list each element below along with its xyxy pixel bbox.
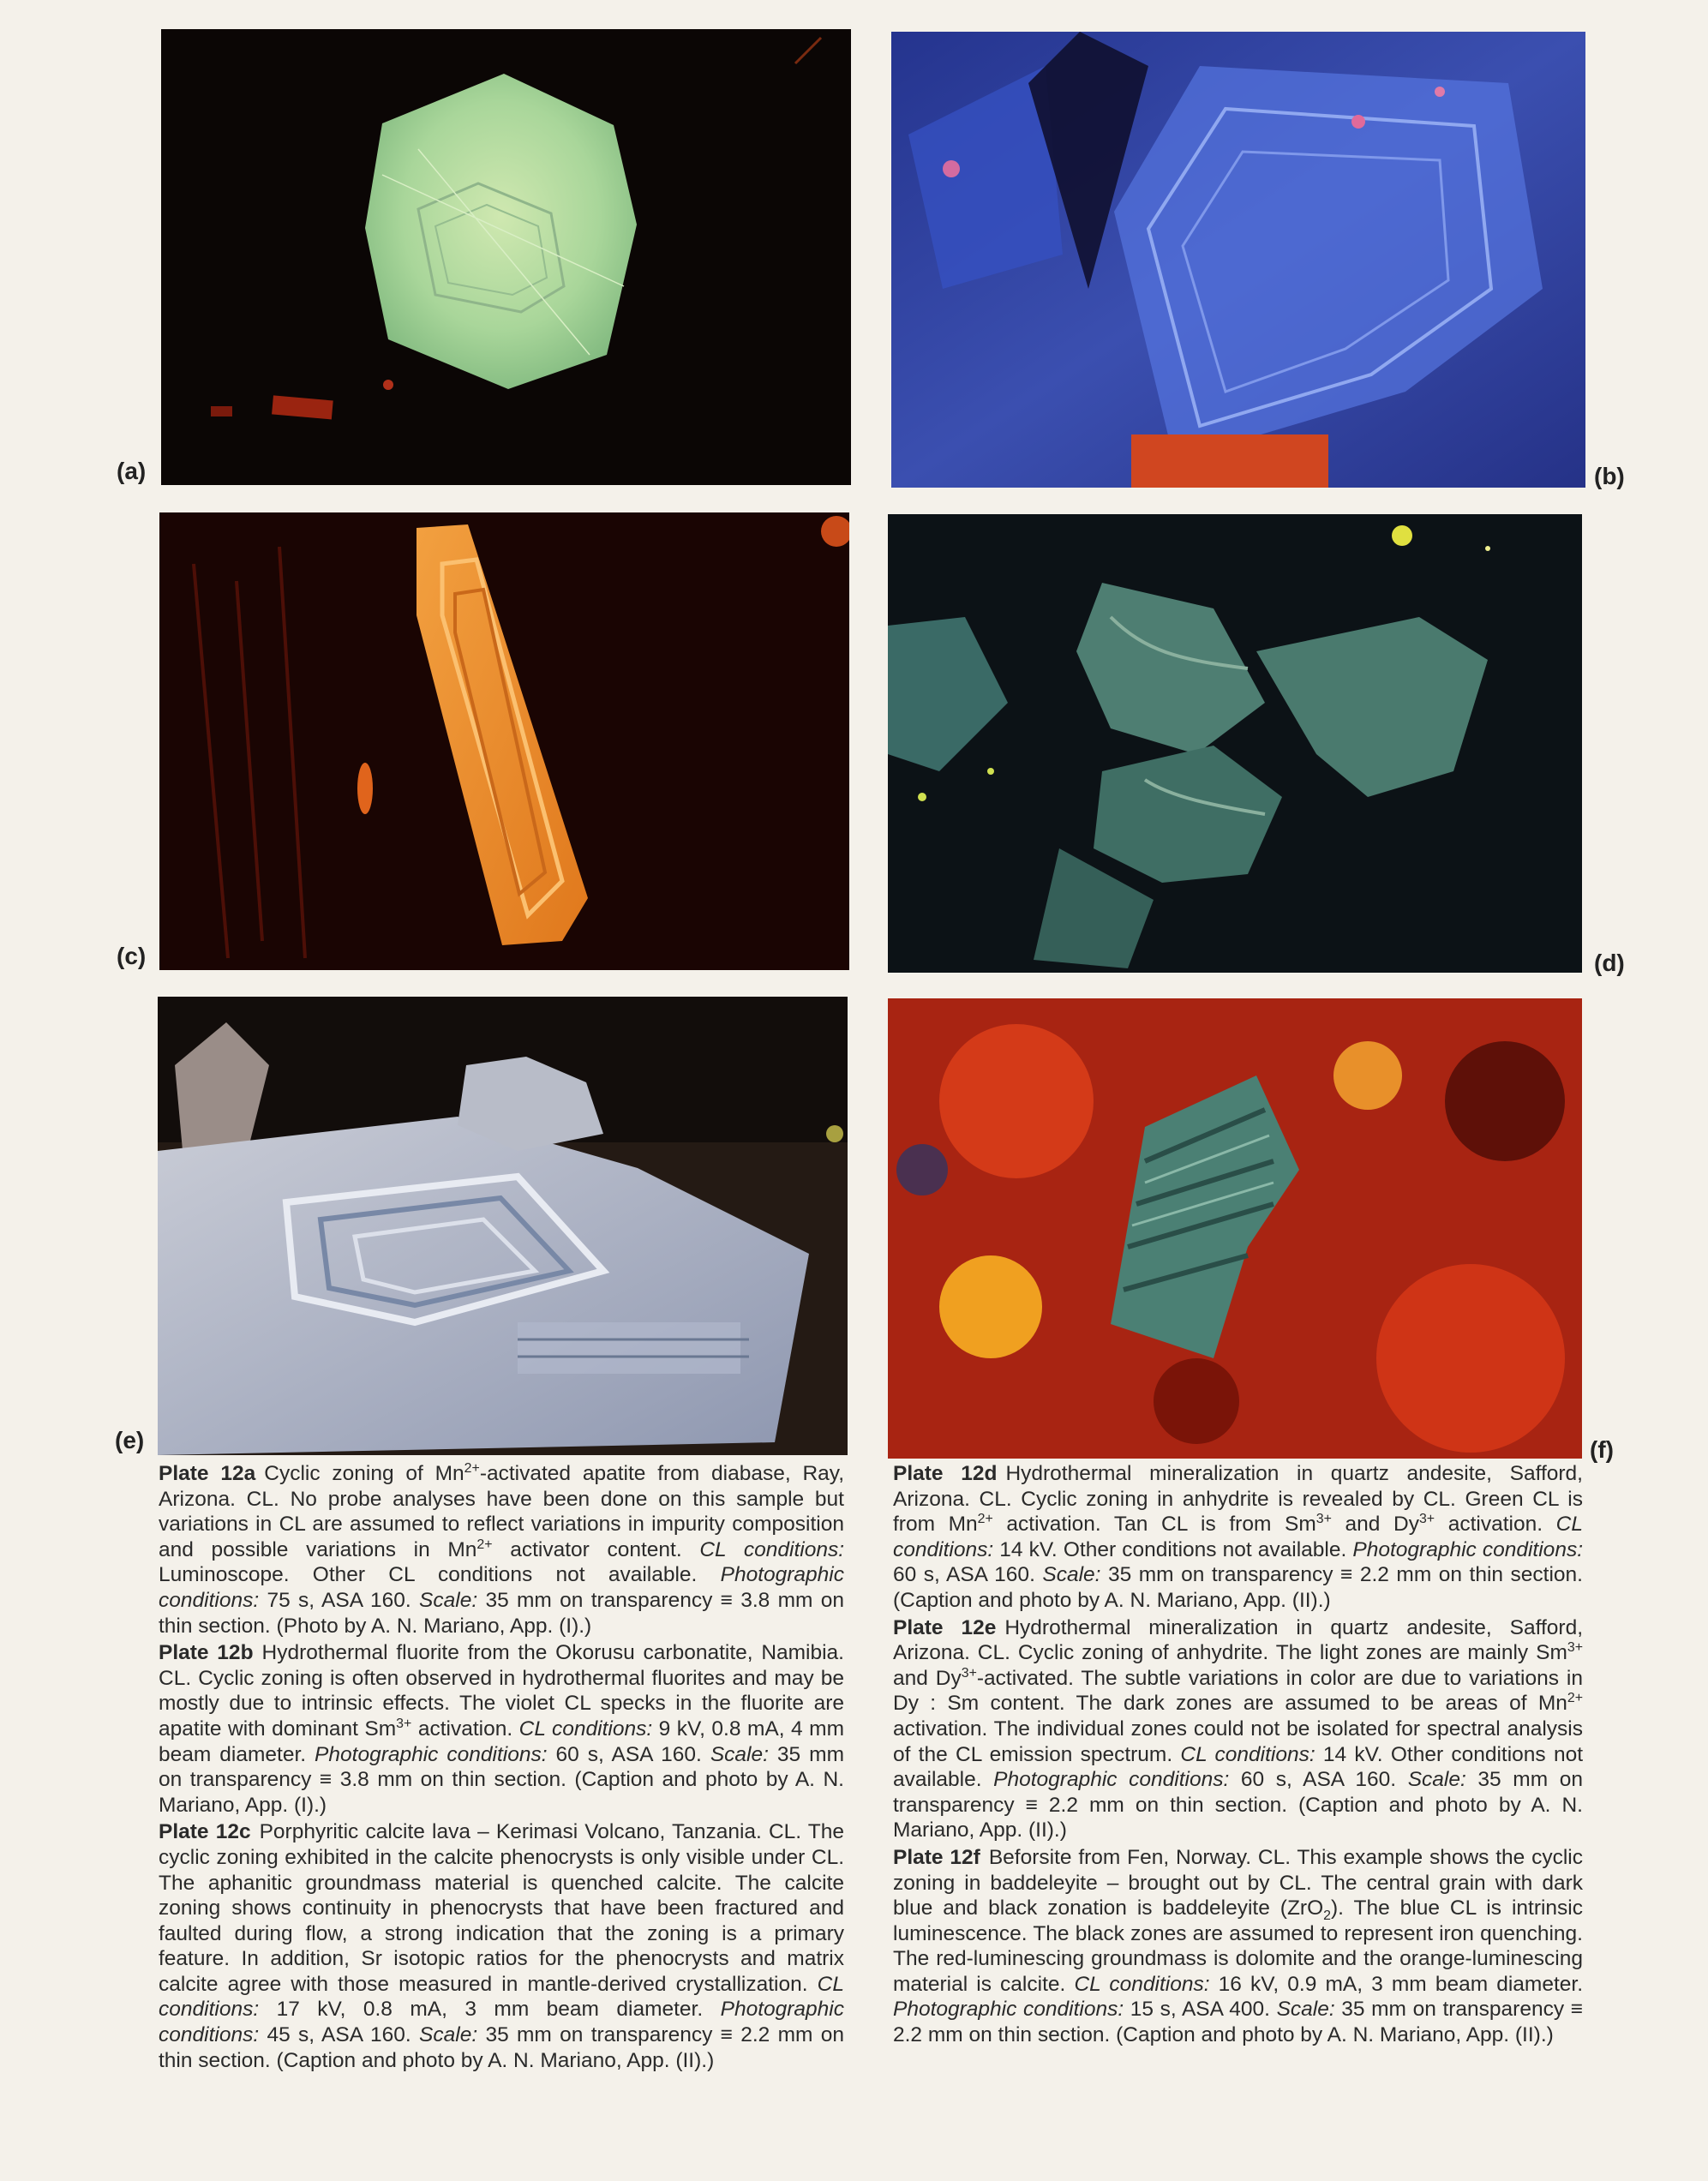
caption-title: Plate 12d [893, 1462, 998, 1485]
caption-title: Plate 12b [159, 1641, 254, 1665]
caption-title: Plate 12a [159, 1462, 256, 1485]
plate-12c-photo [159, 512, 849, 970]
caption-plate-12f: Plate 12f Beforsite from Fen, Norway. CL. This example shows the cyclic zoning in baddeleyite – brought out by CL. The central grain with dark blue and black zonation is baddeleyite (ZrO$_2$). The blue CL is intrinsic luminescence. The black zones are assumed to represent iron quenching. The red-luminescing groundmass is dolomite and the orange-luminescing material is calcite. CL conditions: 16 kV, 0.9 mA, 3 mm beam diameter. Photographic conditions: 15 s, ASA 400. Scale: 35 mm on transparency ≡ 2.2 mm on thin section. (Caption and photo by A. N. Mariano, App. (II).) [893, 1845, 1584, 2047]
caption-title: Plate 12c [159, 1820, 251, 1844]
plate-12f-label: (f) [1590, 1436, 1614, 1463]
plate-12a-label: (a) [117, 458, 147, 484]
plate-12b-photo [891, 32, 1585, 488]
plate-12e-label: (e) [115, 1427, 145, 1453]
plate-12b-label: (b) [1594, 463, 1625, 489]
caption-title: Plate 12f [893, 1845, 980, 1869]
plate-12a-photo [161, 29, 851, 485]
plate-12d-label: (d) [1594, 950, 1625, 976]
caption-plate-12a: Plate 12a Cyclic zoning of $Mn^{2+}$-activated apatite from diabase, Ray, Arizona. CL. No probe analyses have been done on this sample but variations in CL are assumed to reflect variations in impurity composition and possible variations in $Mn^{2+}$ activator content. CL conditions: Luminoscope. Other CL conditions not available. Photographic conditions: 75 s, ASA 160. Scale: 35 mm on transparency ≡ 3.8 mm on thin section. (Photo by A. N. Mariano, App. (I).) [159, 1460, 845, 1638]
captions-right-column [893, 1461, 1583, 2050]
plate-12f-photo [888, 998, 1582, 1459]
caption-plate-12d: Plate 12d Hydrothermal mineralization in quartz andesite, Safford, Arizona. CL. Cyclic zoning in anhydrite is revealed by CL. Green CL is from $Mn^{2+}$ activation. Tan CL is from $Sm^{3+}$ and $Dy^{3+}$ activation. CL conditions: 14 kV. Other conditions not available. Photographic conditions: 60 s, ASA 160. Scale: 35 mm on transparency ≡ 2.2 mm on thin section. (Caption and photo by A. N. Mariano, App. (II).) [893, 1462, 1583, 1612]
caption-plate-12c: Plate 12c Porphyritic calcite lava – Kerimasi Volcano, Tanzania. CL. The cyclic zoning exhibited in the calcite phenocrysts is only visible under CL. The aphanitic groundmass material is quenched calcite. The calcite zoning shows continuity in phenocrysts that have been fractured and faulted during flow, a strong indication that the zoning is a primary feature. In addition, Sr isotopic ratios for the phenocrysts and matrix calcite agree with those measured in mantle-derived crystallization. CL conditions: 17 kV, 0.8 mA, 3 mm beam diameter. Photographic conditions: 45 s, ASA 160. Scale: 35 mm on transparency ≡ 2.2 mm on thin section. (Caption and photo by A. N. Mariano, App. (II).) [159, 1820, 845, 2072]
plate-12d-photo [888, 514, 1582, 973]
caption-title: Plate 12e [893, 1615, 997, 1639]
caption-plate-12b: Plate 12b Hydrothermal fluorite from the Okorusu carbonatite, Namibia. CL. Cyclic zoning is often observed in hydrothermal fluorites and may be mostly due to intrinsic effects. The violet CL specks in the fluorite are apatite with dominant $Sm^{3+}$ activation. CL conditions: 9 kV, 0.8 mA, 4 mm beam diameter. Photographic conditions: 60 s, ASA 160. Scale: 35 mm on transparency ≡ 3.8 mm on thin section. (Caption and photo by A. N. Mariano, App. (I).) [159, 1641, 844, 1817]
plate-12e-photo [158, 997, 848, 1455]
plate-12c-label: (c) [117, 943, 147, 969]
captions-left-column [159, 1461, 844, 2075]
caption-plate-12e: Plate 12e Hydrothermal mineralization in quartz andesite, Safford, Arizona. CL. Cyclic zoning of anhydrite. The light zones are mainly $Sm^{3+}$ and $Dy^{3+}$-activated. The subtle variations in color are due to variations in Dy : Sm content. The dark zones are assumed to be areas of $Mn^{2+}$ activation. The individual zones could not be isolated for spectral analysis of the CL emission spectrum. CL conditions: 14 kV. Other conditions not available. Photographic conditions: 60 s, ASA 160. Scale: 35 mm on transparency ≡ 2.2 mm on thin section. (Caption and photo by A. N. Mariano, App. (II).) [893, 1615, 1583, 1842]
